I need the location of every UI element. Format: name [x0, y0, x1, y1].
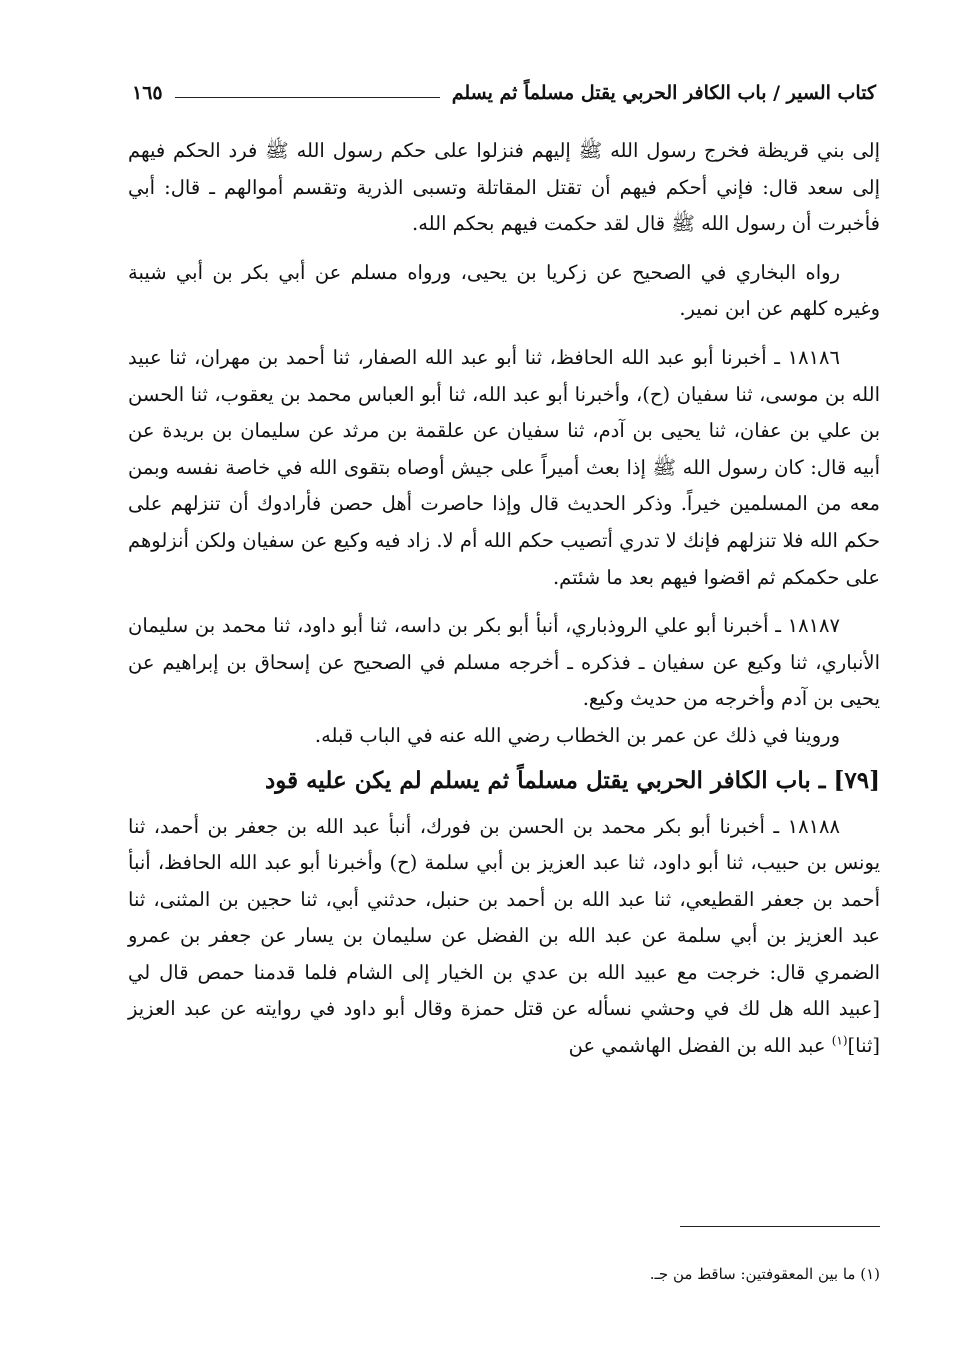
page-number: ١٦٥ [132, 82, 163, 104]
chapter-heading: [٧٩] ـ باب الكافر الحربي يقتل مسلماً ثم يسلم لم يكن عليه قود [264, 766, 880, 794]
footnote: (١) ما بين المعقوفتين: ساقط من جـ. [649, 1265, 880, 1283]
paragraph-narration-bukhari: رواه البخاري في الصحيح عن زكريا بن يحيى، ورواه مسلم عن أبي بكر بن أبي شيبة وغيره كلهم عن ابن نمير. [128, 260, 880, 321]
paragraph-hadith-18188 [128, 809, 880, 1065]
running-header [132, 78, 876, 108]
header-title: كتاب السير / باب الكافر الحربي يقتل مسلماً ثم يسلم [451, 82, 876, 104]
paragraph-hadith-18187: ١٨١٨٧ ـ أخبرنا أبو علي الروذباري، أنبأ أبو بكر بن داسه، ثنا أبو داود، ثنا محمد بن سليمان الأنباري، ثنا وكيع عن سفيان ـ فذكره ـ أخرجه مسلم في الصحيح عن إسحاق بن إبراهيم عن يحيى بن آدم وأخرجه من حديث وكيع. [128, 614, 880, 711]
footnote-marker: (١) [831, 1033, 848, 1048]
hadith-18188-text-continued: عبد الله بن الفضل الهاشمي عن [568, 1034, 832, 1058]
header-rule [175, 97, 440, 98]
paragraph-narration-umar: وروينا في ذلك عن عمر بن الخطاب رضي الله عنه في الباب قبله. [314, 723, 840, 747]
body-text [128, 133, 880, 1065]
hadith-18188-text: ١٨١٨٨ ـ أخبرنا أبو بكر محمد بن الحسن بن فورك، أنبأ عبد الله بن جعفر بن أحمد، ثنا يونس بن حبيب، ثنا أبو داود، ثنا عبد العزيز بن أبي سلمة (ح) وأخبرنا أبو عبد الله الحافظ، أنبأ أحمد بن جعفر القطيعي، ثنا عبد الله بن أحمد بن حنبل، حدثني أبي، ثنا حجين بن المثنى، ثنا عبد العزيز بن أبي سلمة عن عبد الله بن الفضل عن سليمان بن يسار عن جعفر بن عمرو الضمري قال: خرجت مع عبيد الله بن عدي بن الخيار إلى الشام فلما قدمنا حمص قال لي [عبيد الله هل لك في وحشي نسأله عن قتل حمزة وقال أبو داود في روايته عن عبد العزيز [ثنا] [128, 814, 880, 1058]
paragraph-continuation: إلى بني قريظة فخرج رسول الله ﷺ إليهم فنزلوا على حكم رسول الله ﷺ فرد الحكم فيهم إلى سعد قال: فإني أحكم فيهم أن تقتل المقاتلة وتسبى الذرية وتقسم أموالهم ـ قال: أبي فأخبرت أن رسول الله ﷺ قال لقد حكمت فيهم بحكم الله. [128, 139, 880, 236]
footnote-separator [680, 1226, 880, 1227]
paragraph-hadith-18186: ١٨١٨٦ ـ أخبرنا أبو عبد الله الحافظ، ثنا أبو عبد الله الصفار، ثنا أحمد بن مهران، ثنا عبيد الله بن موسى، ثنا سفيان (ح)، وأخبرنا أبو عبد الله، ثنا أبو العباس محمد بن يعقوب، ثنا الحسن بن علي بن عفان، ثنا يحيى بن آدم، ثنا سفيان عن علقمة بن مرثد عن سليمان بن بريدة عن أبيه قال: كان رسول الله ﷺ إذا بعث أميراً على جيش أوصاه بتقوى الله في خاصة نفسه وبمن معه من المسلمين خيراً. وذكر الحديث قال وإذا حاصرت أهل حصن فأرادوك أن تنزلهم على حكم الله فلا تنزلهم فإنك لا تدري أتصيب حكم الله أم لا. زاد فيه وكيع عن سفيان ولكن أنزلوهم على حكمكم ثم اقضوا فيهم بعد ما شئتم. [128, 345, 880, 589]
